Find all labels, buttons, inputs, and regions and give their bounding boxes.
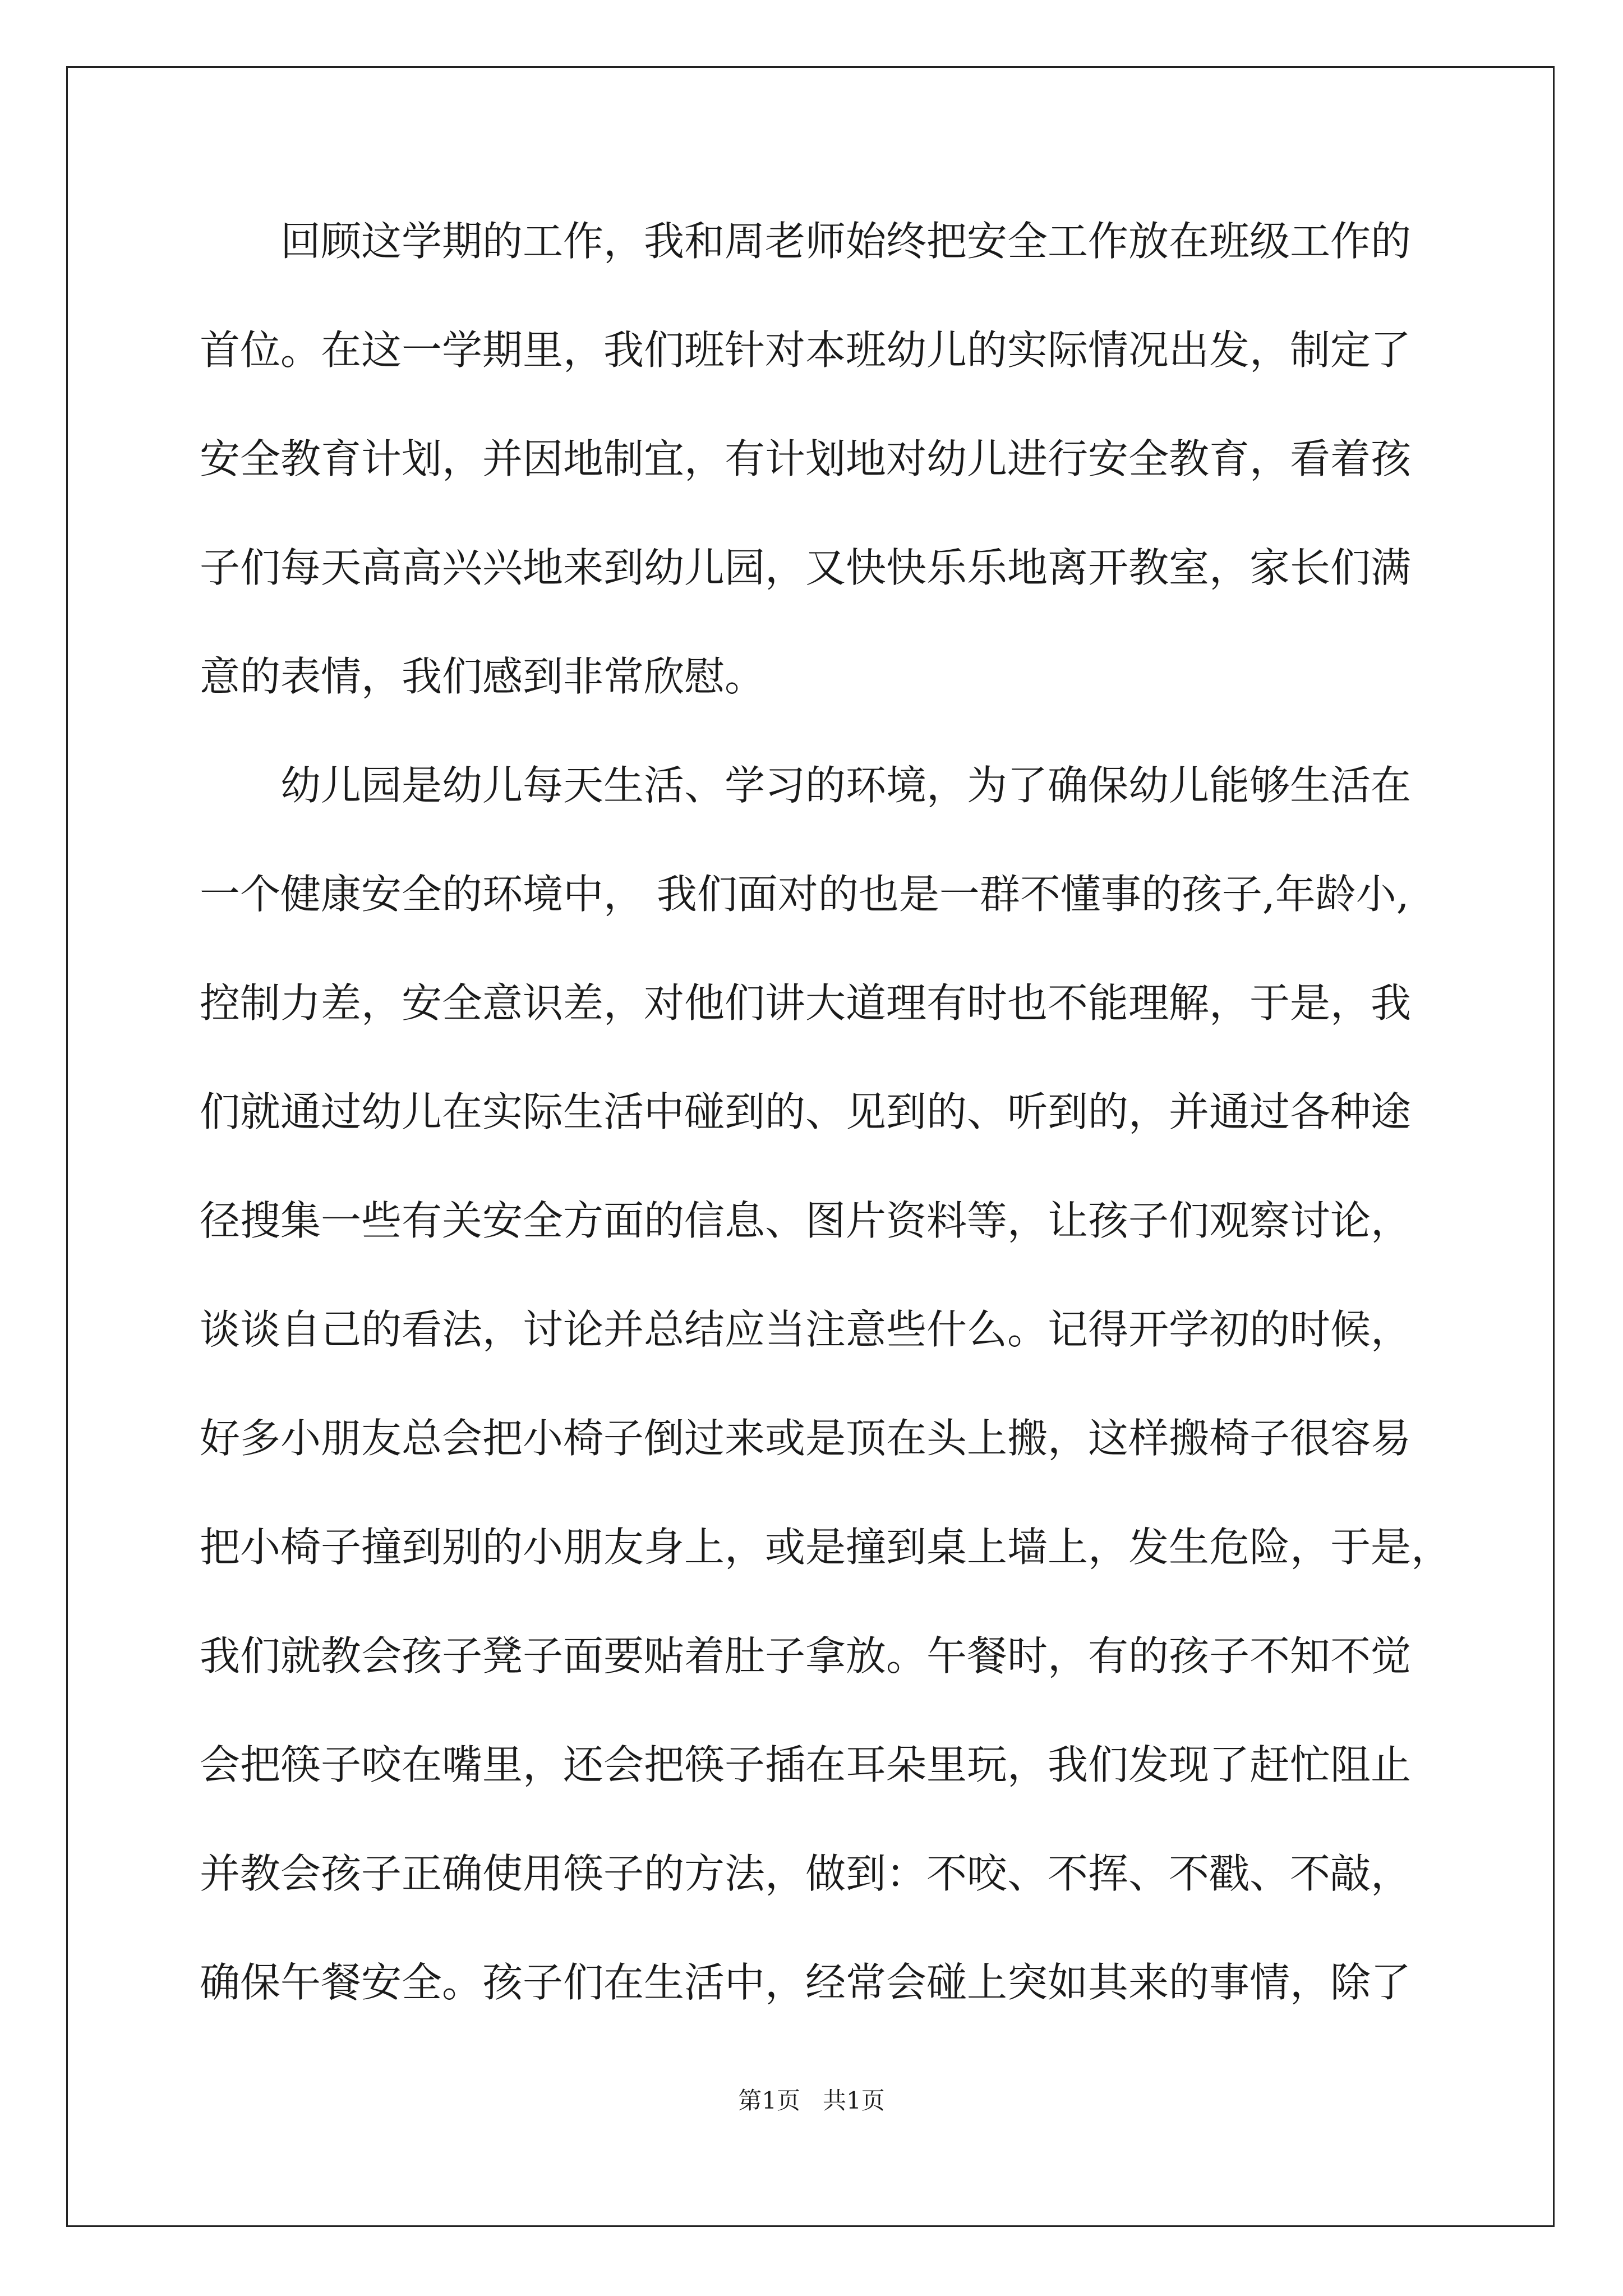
text-line: 意的表情，我们感到非常欣慰。 xyxy=(200,653,766,700)
text-line: 会把筷子咬在嘴里，还会把筷子插在耳朵里玩，我们发现了赶忙阻止 xyxy=(200,1741,1412,1788)
text-line: 首位。在这一学期里，我们班针对本班幼儿的实际情况出发，制定了 xyxy=(200,326,1412,374)
text-line: 并教会孩子正确使用筷子的方法，做到：不咬、不挥、不戳、不敲， xyxy=(200,1850,1412,1897)
text-line: 谈谈自己的看法，讨论并总结应当注意些什么。记得开学初的时候， xyxy=(200,1306,1412,1353)
page-number: 第1页 共1页 xyxy=(738,2087,885,2114)
text-line: 子们每天高高兴兴地来到幼儿园，又快快乐乐地离开教室，家长们满 xyxy=(200,544,1412,591)
text-line: 把小椅子撞到别的小朋友身上，或是撞到桌上墙上，发生危险，于是， xyxy=(200,1524,1452,1571)
text-line: 确保午餐安全。孩子们在生活中，经常会碰上突如其来的事情，除了 xyxy=(200,1959,1412,2006)
text-line: 径搜集一些有关安全方面的信息、图片资料等，让孩子们观察讨论， xyxy=(200,1197,1412,1244)
page-border xyxy=(66,66,1555,2227)
text-line: 安全教育计划，并因地制宜，有计划地对幼儿进行安全教育，看着孩 xyxy=(200,435,1412,482)
text-line: 控制力差，安全意识差，对他们讲大道理有时也不能理解，于是，我 xyxy=(200,979,1412,1027)
text-line: 我们就教会孩子凳子面要贴着肚子拿放。午餐时，有的孩子不知不觉 xyxy=(200,1632,1412,1680)
text-line: 好多小朋友总会把小椅子倒过来或是顶在头上搬，这样搬椅子很容易 xyxy=(200,1415,1412,1462)
text-line: 一个健康安全的环境中， 我们面对的也是一群不懂事的孩子,年龄小, xyxy=(200,871,1409,918)
text-line: 幼儿园是幼儿每天生活、学习的环境，为了确保幼儿能够生活在 xyxy=(200,762,1412,809)
text-line: 回顾这学期的工作，我和周老师始终把安全工作放在班级工作的 xyxy=(200,218,1412,265)
text-line: 们就通过幼儿在实际生活中碰到的、见到的、听到的，并通过各种途 xyxy=(200,1088,1412,1135)
